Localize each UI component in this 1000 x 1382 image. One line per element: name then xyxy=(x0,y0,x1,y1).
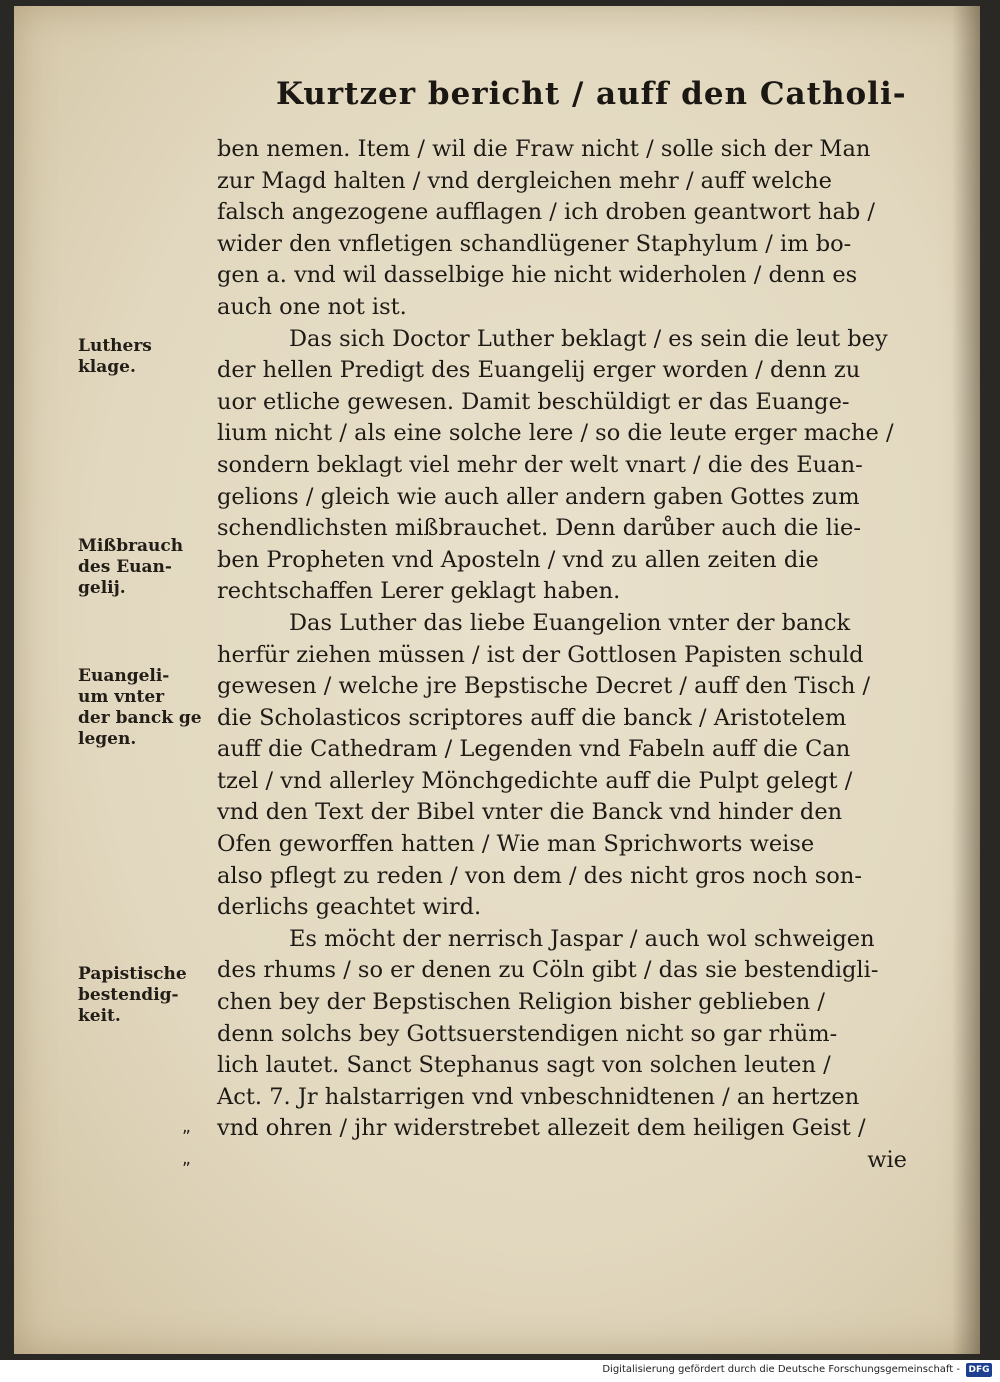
margin-note-missbrauch xyxy=(78,536,218,599)
text-line: Ofen geworffen hatten / Wie man Sprichworts weise xyxy=(217,831,815,858)
quote-mark: „ xyxy=(182,1117,191,1137)
dfg-logo-icon: DFG xyxy=(966,1363,992,1377)
text-line: Es möcht der nerrisch Jaspar / auch wol schweigen xyxy=(289,925,875,952)
text-line: denn solchs bey Gottsuerstendigen nicht so gar rhüm- xyxy=(217,1020,838,1047)
margin-note-line: der banck ge xyxy=(78,708,202,728)
text-line: derlichs geachtet wird. xyxy=(217,894,482,921)
text-line: vnd den Text der Bibel vnter die Banck vnd hinder den xyxy=(217,799,843,826)
text-line: die Scholasticos scriptores auff die banck / Aristotelem xyxy=(217,704,847,731)
footer-bar xyxy=(0,1360,1000,1382)
text-line: tzel / vnd allerley Mönchgedichte auff die Pulpt gelegt / xyxy=(217,767,853,794)
text-line: gelions / gleich wie auch aller andern gaben Gottes zum xyxy=(217,483,860,510)
margin-note-euangelium xyxy=(78,666,218,750)
margin-note-line: um vnter xyxy=(78,687,165,707)
margin-note-line: Papistische xyxy=(78,964,187,984)
text-line: rechtschaffen Lerer geklagt haben. xyxy=(217,578,621,605)
text-line: wider den vnfletigen schandlügener Staphylum / im bo- xyxy=(217,230,852,257)
margin-note-line: Euangeli- xyxy=(78,666,170,686)
margin-note-line: bestendig- xyxy=(78,985,179,1005)
text-line: Das sich Doctor Luther beklagt / es sein die leut bey xyxy=(289,325,888,352)
text-line: ben Propheten vnd Aposteln / vnd zu allen zeiten die xyxy=(217,546,819,573)
text-line: uor etliche gewesen. Damit beschüldigt er das Euange- xyxy=(217,388,850,415)
text-line: des rhums / so er denen zu Cöln gibt / das sie bestendigli- xyxy=(217,957,879,984)
text-line: lium nicht / als eine solche lere / so die leute erger mache / xyxy=(217,420,894,447)
margin-note-luthers-klage xyxy=(78,336,218,378)
margin-note-papistische xyxy=(78,964,218,1027)
text-line: Das Luther das liebe Euangelion vnter der banck xyxy=(289,609,851,636)
text-line: auff die Cathedram / Legenden vnd Fabeln auff die Can xyxy=(217,736,851,763)
text-line: also pflegt zu reden / von dem / des nicht gros noch son- xyxy=(217,862,862,889)
text-line: schendlichsten mißbrauchet. Denn darůber auch die lie- xyxy=(217,515,861,542)
text-line: auch one not ist. xyxy=(217,293,407,320)
running-head: Kurtzer bericht / auff den Catholi- xyxy=(276,76,907,112)
catchword: wie xyxy=(867,1147,907,1173)
text-line: chen bey der Bepstischen Religion bisher geblieben / xyxy=(217,989,825,1016)
text-line: gewesen / welche jre Bepstische Decret / auff den Tisch / xyxy=(217,673,871,700)
text-line: Act. 7. Jr halstarrigen vnd vnbeschnidtenen / an hertzen xyxy=(217,1083,860,1110)
footer-credit: Digitalisierung gefördert durch die Deutsche Forschungsgemeinschaft - xyxy=(602,1364,960,1375)
text-line: vnd ohren / jhr widerstrebet allezeit dem heiligen Geist / xyxy=(217,1115,866,1142)
body-text xyxy=(217,134,907,1177)
margin-note-line: des Euan- xyxy=(78,557,172,577)
text-line: gen a. vnd wil dasselbige hie nicht widerholen / denn es xyxy=(217,262,858,289)
text-line: der hellen Predigt des Euangelij erger worden / denn zu xyxy=(217,357,861,384)
margin-note-line: legen. xyxy=(78,729,137,749)
book-page xyxy=(14,6,980,1354)
text-line: lich lautet. Sanct Stephanus sagt von solchen leuten / xyxy=(217,1052,831,1079)
margin-note-line: Mißbrauch xyxy=(78,536,184,556)
margin-note-line: keit. xyxy=(78,1006,121,1026)
text-line: falsch angezogene aufflagen / ich droben geantwort hab / xyxy=(217,199,875,226)
margin-note-line: Luthers xyxy=(78,336,152,356)
text-line: sondern beklagt viel mehr der welt vnart / die des Euan- xyxy=(217,451,863,478)
text-line: zur Magd halten / vnd dergleichen mehr / auff welche xyxy=(217,167,832,194)
margin-note-line: gelij. xyxy=(78,578,126,598)
text-line: herfür ziehen müssen / ist der Gottlosen Papisten schuld xyxy=(217,641,864,668)
quote-mark: „ xyxy=(182,1149,191,1169)
text-line: ben nemen. Item / wil die Fraw nicht / solle sich der Man xyxy=(217,136,871,162)
body-lines xyxy=(217,134,907,1145)
margin-note-line: klage. xyxy=(78,357,136,377)
